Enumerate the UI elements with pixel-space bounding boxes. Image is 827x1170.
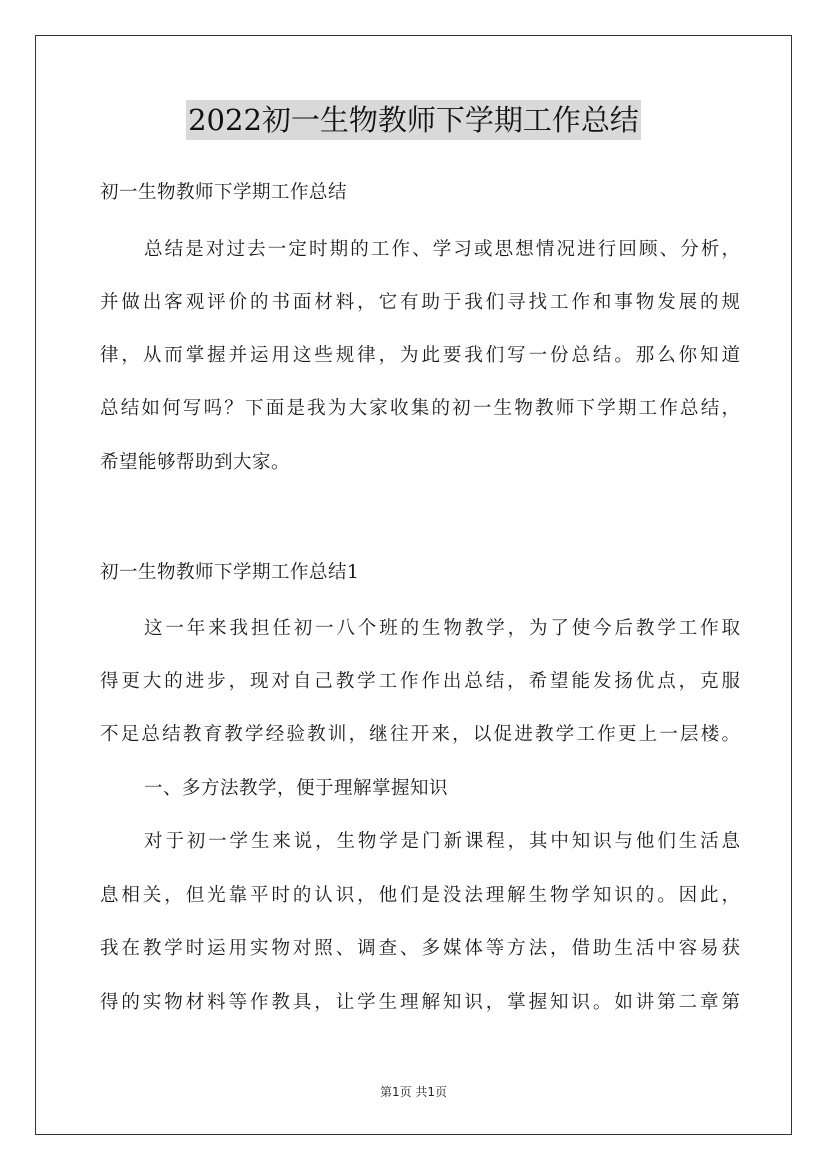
intro-line: 希望能够帮助到大家。 bbox=[100, 452, 291, 473]
section-paragraph-line: 得更大的进步，现对自己教学工作作出总结，希望能发扬优点，克服 bbox=[100, 671, 740, 692]
point-paragraph-line: 对于初一学生来说，生物学是门新课程，其中知识与他们生活息 bbox=[144, 831, 740, 852]
document-subtitle: 初一生物教师下学期工作总结 bbox=[100, 182, 348, 203]
section-paragraph-line: 不足总结教育教学经验教训，继往开来，以促进教学工作更上一层楼。 bbox=[100, 724, 740, 745]
intro-line: 并做出客观评价的书面材料，它有助于我们寻找工作和事物发展的规 bbox=[100, 292, 740, 313]
point-heading: 一、多方法教学，便于理解掌握知识 bbox=[144, 778, 449, 799]
page-footer: 第1页 共1页 bbox=[379, 1085, 448, 1099]
document-title bbox=[0, 100, 827, 140]
intro-line: 总结是对过去一定时期的工作、学习或思想情况进行回顾、分析， bbox=[144, 239, 740, 260]
intro-line: 总结如何写吗？下面是我为大家收集的初一生物教师下学期工作总结， bbox=[100, 398, 740, 419]
point-paragraph-line: 我在教学时运用实物对照、调查、多媒体等方法，借助生活中容易获 bbox=[100, 938, 740, 959]
point-paragraph-line: 息相关，但光靠平时的认识，他们是没法理解生物学知识的。因此， bbox=[100, 885, 740, 906]
document-title-text: 2022初一生物教师下学期工作总结 bbox=[186, 100, 641, 140]
point-paragraph-line: 得的实物材料等作教具，让学生理解知识，掌握知识。如讲第二章第 bbox=[100, 992, 740, 1013]
section-paragraph-line: 这一年来我担任初一八个班的生物教学，为了使今后教学工作取 bbox=[144, 618, 740, 639]
section-heading: 初一生物教师下学期工作总结1 bbox=[100, 562, 360, 583]
intro-line: 律，从而掌握并运用这些规律，为此要我们写一份总结。那么你知道 bbox=[100, 345, 740, 366]
